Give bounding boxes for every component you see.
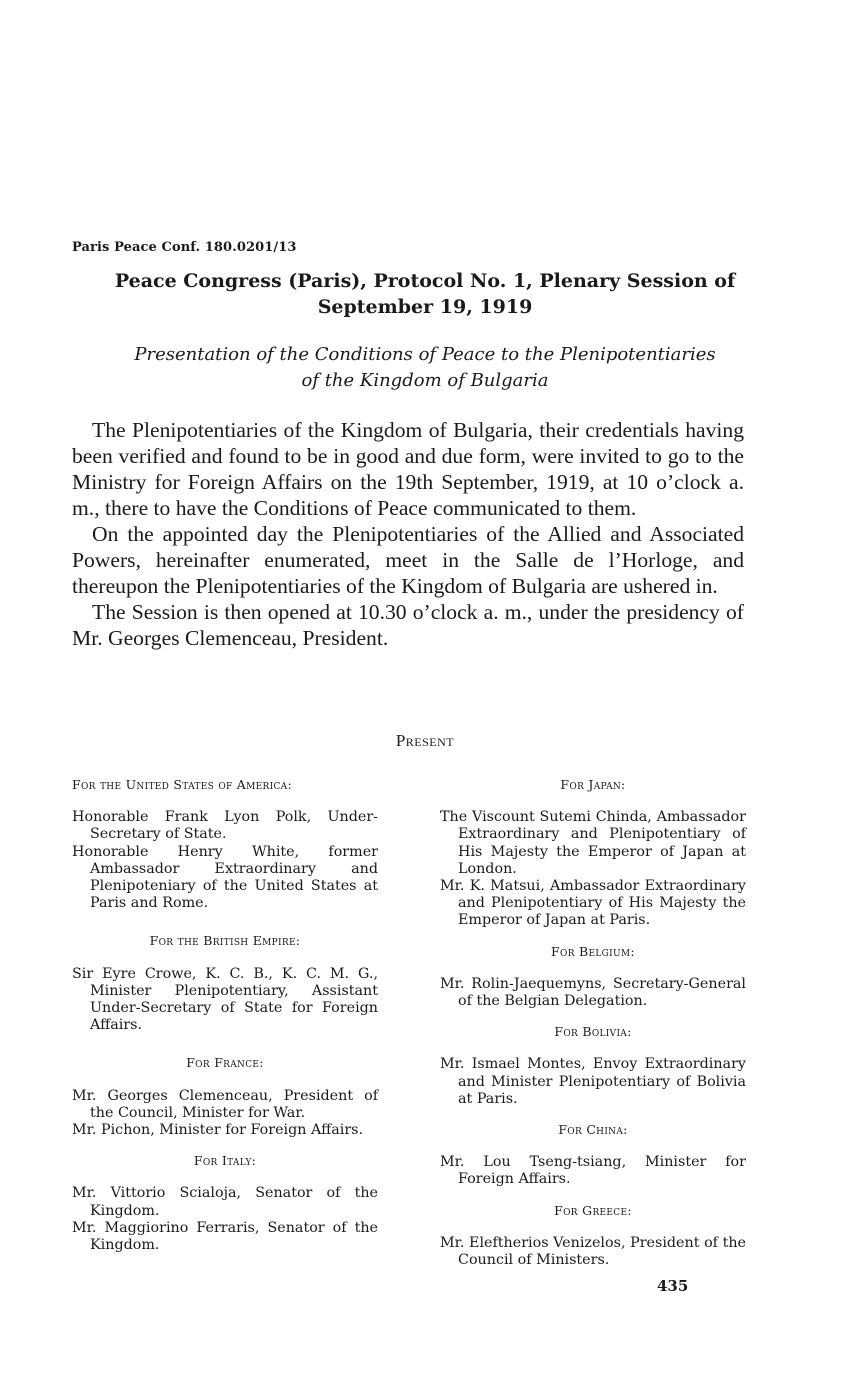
attendee-entry: Mr. Vittorio Scialoja, Senator of the Kingdom. — [72, 1185, 378, 1219]
section-heading-bolivia: For Bolivia: — [554, 1024, 632, 1040]
section-heading-france: For France: — [186, 1055, 264, 1071]
section-heading-greece: For Greece: — [554, 1202, 632, 1218]
attendee-entry: Mr. Eleftherios Venizelos, President of the Council of Ministers. — [440, 1234, 746, 1269]
attendees-left-column — [72, 776, 378, 1254]
section-heading-china: For China: — [558, 1122, 628, 1138]
attendee-entry: Honorable Frank Lyon Polk, Under-Secretary of State. — [72, 809, 378, 843]
paragraph: On the appointed day the Plenipotentiaries of the Allied and Associated Powers, hereinafter enumerated, meet in the Salle de l’Horloge, and thereupon the Plenipotentiaries of the Kingdom of Bulgaria are ushered in. — [72, 522, 744, 598]
body-text — [72, 417, 744, 651]
section-heading-usa: For the United States of America: — [72, 777, 292, 792]
attendee-entry: Mr. Georges Clemenceau, President of the Council, Minister for War. — [72, 1087, 378, 1121]
section-heading-japan: For Japan: — [560, 777, 626, 792]
section-heading-belgium: For Belgium: — [551, 943, 635, 959]
attendee-entry: Mr. Lou Tseng-tsiang, Minister for Foreign Affairs. — [440, 1154, 746, 1188]
attendee-entry: Honorable Henry White, former Ambassador Extraordinary and Plenipoteniary of the United States at Paris and Rome. — [72, 843, 378, 912]
paragraph: The Plenipotentiaries of the Kingdom of Bulgaria, their credentials having been verified and found to be in good and due form, were invited to go to the Ministry for Foreign Affairs on the 19th September, 1919, at 10 o’clock a. m., there to have the Conditions of Peace communicated to them. — [72, 418, 744, 520]
attendee-entry: Sir Eyre Crowe, K. C. B., K. C. M. G., Minister Plenipotentiary, Assistant Under-Secretary of State for Foreign Affairs. — [72, 965, 378, 1034]
section-heading-british-empire: For the British Empire: — [149, 933, 301, 949]
attendee-entry: Mr. K. Matsui, Ambassador Extraordinary and Plenipotentiary of His Majesty the Emperor of Japan at Paris. — [440, 878, 746, 929]
attendee-entry: The Viscount Sutemi Chinda, Ambassador Extraordinary and Plenipotentiary of His Majesty the Emperor of Japan at London. — [440, 809, 746, 877]
section-heading-italy: For Italy: — [193, 1153, 257, 1169]
attendees-right-column — [440, 776, 746, 1269]
subtitle-line-2: of the Kingdom of Bulgaria — [301, 370, 549, 391]
file-reference: Paris Peace Conf. 180.0201/13 — [72, 240, 297, 255]
present-heading: Present — [395, 731, 455, 750]
title-line-1: Peace Congress (Paris), Protocol No. 1, Plenary Session of — [114, 270, 736, 292]
attendee-entry: Mr. Maggiorino Ferraris, Senator of the Kingdom. — [72, 1219, 378, 1254]
document-title — [60, 268, 790, 320]
attendee-entry: Mr. Pichon, Minister for Foreign Affairs. — [72, 1122, 364, 1139]
page-number: 435 — [657, 1277, 689, 1295]
paragraph: The Session is then opened at 10.30 o’clock a. m., under the presidency of Mr. Georges Clemenceau, President. — [72, 600, 744, 650]
subtitle-line-1: Presentation of the Conditions of Peace to the Plenipotentiaries — [134, 344, 716, 365]
title-line-2: September 19, 1919 — [317, 296, 533, 318]
document-subtitle — [60, 342, 790, 394]
attendee-entry: Mr. Ismael Montes, Envoy Extraordinary and Minister Plenipotentiary of Bolivia at Paris. — [440, 1056, 746, 1107]
attendee-entry: Mr. Rolin-Jaequemyns, Secretary-General of the Belgian Delegation. — [440, 975, 746, 1010]
